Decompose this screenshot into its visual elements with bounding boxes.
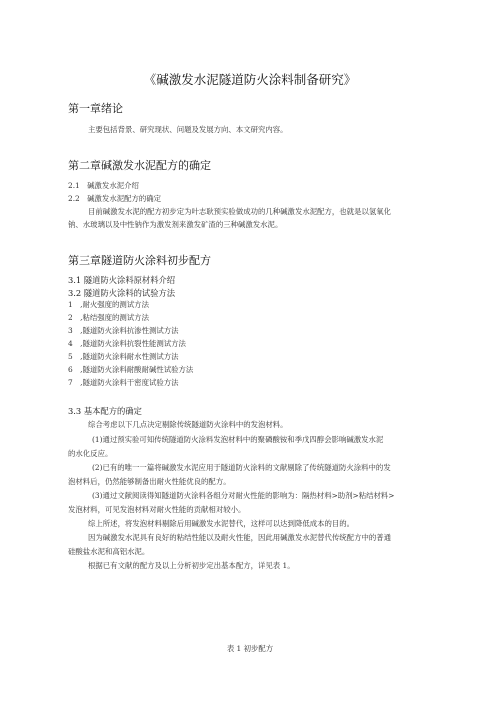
method-item: 6 ,隧道防火涂料耐酸耐碱性试验方法 — [68, 365, 194, 374]
section-2-2: 2.2 碱激发水泥配方的确定 — [68, 194, 162, 203]
method-item: 1 ,耐火强度的测试方法 — [68, 300, 149, 309]
paragraph-line: (3)通过文献阅读得知隧道防火涂料各组分对耐火性能的影响为：隔热材料>助剂>粘结材料> — [92, 491, 395, 500]
chapter-2-heading: 第二章碱激发水泥配方的确定 — [68, 159, 211, 172]
method-item: 2 ,粘结强度的测试方法 — [68, 313, 149, 322]
paragraph-line: 综上所述，将发泡材料剔除后用碱激发水泥替代，这样可以达到降低成本的目的。 — [88, 519, 355, 528]
method-item: 5 ,隧道防火涂料耐水性测试方法 — [68, 352, 179, 361]
document-title: 《碱激发水泥隧道防火涂料制备研究》 — [143, 72, 357, 87]
paragraph-line: 因为碱激发水泥具有良好的粘结性能以及耐火性能，因此用碱激发水泥替代传统配方中的普通 — [88, 533, 392, 542]
paragraph-line: 的水化反应。 — [68, 449, 113, 458]
paragraph-line: 硅酸盐水泥和高铝水泥。 — [68, 547, 150, 556]
section-3-2: 3.2 隧道防火涂料的试验方法 — [68, 288, 176, 298]
paragraph-line: (1)通过预实验可知传统隧道防火涂料发泡材料中的聚磷酸铵和季戊四醇会影响碱激发水泥 — [92, 435, 384, 444]
chapter-2-paragraph-line: 目前碱激发水泥的配方初步定为叶志耿预实验做成功的几种碱激发水泥配方，也就是以氢氧化 — [88, 207, 392, 216]
section-2-1: 2.1 碱激发水泥介绍 — [68, 181, 139, 190]
section-3-1: 3.1 隧道防火涂料原材料介绍 — [68, 275, 176, 285]
method-item: 7 ,隧道防火涂料干密度试验方法 — [68, 378, 179, 387]
paragraph-line: 综合考虑以下几点决定剔除传统隧道防火涂料中的发泡材料。 — [88, 420, 288, 429]
section-3-3: 3.3 基本配方的确定 — [68, 406, 142, 416]
method-item: 3 ,隧道防火涂料抗渗性测试方法 — [68, 326, 179, 335]
table-caption: 表 1 初步配方 — [226, 644, 274, 653]
chapter-3-heading: 第三章隧道防火涂料初步配方 — [68, 254, 211, 267]
paragraph-line: (2)已有的唯一一篇将碱激发水泥应用于隧道防火涂料的文献剔除了传统隧道防火涂料中的发 — [92, 463, 391, 472]
paragraph-line: 发泡材料，可见发泡材料对耐火性能的贡献相对较小。 — [68, 505, 246, 514]
chapter-2-paragraph-line: 钠、水玻璃以及中性钠作为激发剂来激发矿渣的三种碱激发水泥。 — [68, 220, 283, 229]
paragraph-line: 根据已有文献的配方及以上分析初步定出基本配方，详见表 1。 — [88, 561, 295, 570]
method-item: 4 ,隧道防火涂料抗裂性能测试方法 — [68, 339, 186, 348]
paragraph-line: 泡材料后，仍然能够制备出耐火性能优良的配方。 — [68, 477, 231, 486]
chapter-1-heading: 第一章绪论 — [68, 102, 123, 115]
chapter-1-body: 主要包括背景、研究现状、问题及发展方向、本文研究内容。 — [88, 125, 288, 134]
